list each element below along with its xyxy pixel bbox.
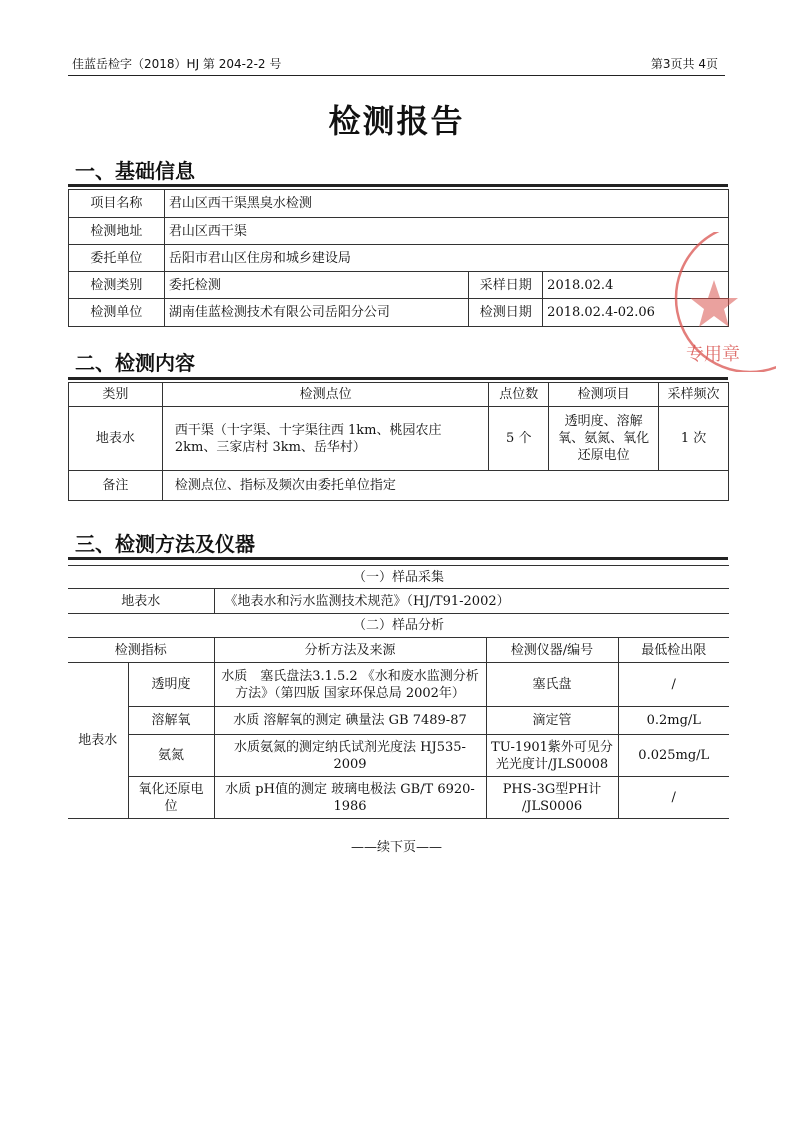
indicator-name: 氨氮 — [128, 735, 214, 777]
client-value: 岳阳市君山区住房和城乡建设局 — [164, 245, 728, 272]
report-number: 佳蓝岳检字（2018）HJ 第 204-2-2 号 — [72, 57, 282, 71]
section1-bar — [68, 184, 728, 187]
indicator-name: 透明度 — [128, 663, 214, 707]
section3-heading: 三、检测方法及仪器 — [75, 532, 255, 556]
remark-value: 检测点位、指标及频次由委托单位指定 — [162, 471, 728, 501]
col-points: 检测点位 — [162, 383, 488, 407]
sub2-heading: （二）样品分析 — [68, 614, 729, 638]
continue-note: ——续下页—— — [350, 840, 442, 855]
sampling-category: 地表水 — [68, 589, 214, 614]
instrument-cell: 塞氏盘 — [486, 663, 618, 707]
project-value: 君山区西干渠黑臭水检测 — [164, 190, 728, 218]
method-cell: 水质 溶解氧的测定 碘量法 GB 7489-87 — [214, 707, 486, 735]
test-date-value: 2018.02.4-02.06 — [543, 299, 729, 327]
page-indicator: 第3页共 4页 — [650, 57, 718, 71]
col-items: 检测项目 — [549, 383, 659, 407]
limit-cell: / — [618, 777, 729, 819]
analysis-category: 地表水 — [68, 663, 128, 819]
org-label: 检测单位 — [69, 299, 165, 327]
seal-label: 专用章 — [686, 344, 740, 365]
category-cell: 地表水 — [69, 407, 163, 471]
col-freq: 采样频次 — [659, 383, 729, 407]
methods-table — [68, 565, 729, 819]
col-instrument: 检测仪器/编号 — [486, 638, 618, 663]
instrument-cell: 滴定管 — [486, 707, 618, 735]
site-label: 检测地址 — [69, 218, 165, 245]
method-cell: 水质 pH值的测定 玻璃电极法 GB/T 6920-1986 — [214, 777, 486, 819]
client-label: 委托单位 — [69, 245, 165, 272]
sub1-heading: （一）样品采集 — [68, 566, 729, 589]
freq-cell: 1 次 — [659, 407, 729, 471]
type-value: 委托检测 — [164, 272, 468, 299]
sampling-date-value: 2018.02.4 — [543, 272, 729, 299]
col-count: 点位数 — [489, 383, 549, 407]
org-value: 湖南佳蓝检测技术有限公司岳阳分公司 — [164, 299, 468, 327]
limit-cell: 0.2mg/L — [618, 707, 729, 735]
section1-heading: 一、基础信息 — [75, 159, 195, 183]
test-date-label: 检测日期 — [469, 299, 543, 327]
method-cell: 水质 塞氏盘法3.1.5.2 《水和废水监测分析方法》（第四版 国家环保总局 2002年） — [214, 663, 486, 707]
instrument-cell: TU-1901紫外可见分光光度计/JLS0008 — [486, 735, 618, 777]
method-cell: 水质氨氮的测定纳氏试剂光度法 HJ535-2009 — [214, 735, 486, 777]
remark-label: 备注 — [69, 471, 163, 501]
test-content-table — [68, 382, 729, 501]
col-method: 分析方法及来源 — [214, 638, 486, 663]
report-title: 检测报告 — [328, 102, 465, 140]
sampling-method: 《地表水和污水监测技术规范》（HJ/T91-2002） — [214, 589, 729, 614]
site-value: 君山区西干渠 — [164, 218, 728, 245]
project-label: 项目名称 — [69, 190, 165, 218]
type-label: 检测类别 — [69, 272, 165, 299]
header-rule — [68, 75, 725, 76]
section2-heading: 二、检测内容 — [75, 351, 195, 375]
indicator-name: 溶解氧 — [128, 707, 214, 735]
count-cell: 5 个 — [489, 407, 549, 471]
sampling-date-label: 采样日期 — [469, 272, 543, 299]
basic-info-table — [68, 189, 729, 327]
col-category: 类别 — [69, 383, 163, 407]
col-indicator: 检测指标 — [68, 638, 214, 663]
indicator-name: 氧化还原电位 — [128, 777, 214, 819]
points-cell: 西干渠（十字渠、十字渠往西 1km、桃园农庄 2km、三家店村 3km、岳华村） — [162, 407, 488, 471]
section2-bar — [68, 377, 728, 380]
items-cell: 透明度、溶解氧、氨氮、氧化还原电位 — [549, 407, 659, 471]
limit-cell: / — [618, 663, 729, 707]
col-limit: 最低检出限 — [618, 638, 729, 663]
section3-bar — [68, 557, 728, 560]
instrument-cell: PHS-3G型PH计 /JLS0006 — [486, 777, 618, 819]
limit-cell: 0.025mg/L — [618, 735, 729, 777]
